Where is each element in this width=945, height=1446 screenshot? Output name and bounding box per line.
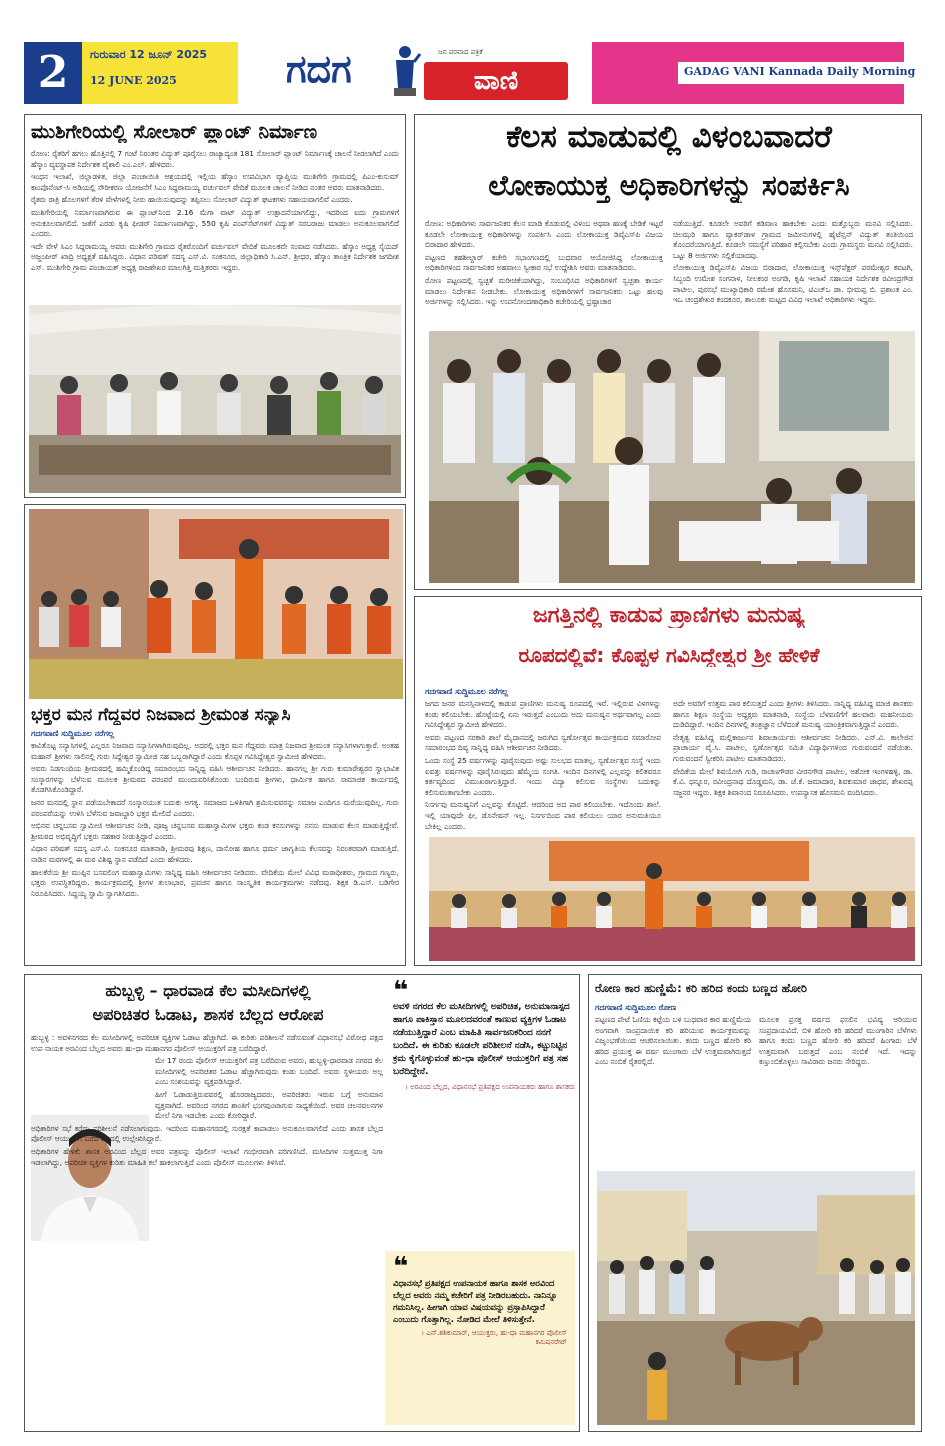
bellad-quote-text: ಅವಳಿ ನಗರದ ಕೆಲ ಮಸೀದಿಗಳಲ್ಲಿ ಅಪರಿಚಿತ, ಅನುಮಾನಾಸ್ಪದ ಹಾಗೂ ಪಾಕಿಸ್ತಾನ ಮೂಲದವರಂತೆ ಕಾಣುವ ವ್ಯಕ್ತಿಗಳ ಓಡಾಟ ನಡೆಯುತ್ತಿದ್ದಾರೆ ಎಂಬ ಮಾಹಿತಿ ಸಾರ್ವಜನಿಕರಿಂದ ನನಗೆ ಬಂದಿದೆ. ಈ ಕುರಿತು ಕೂಡಲೇ ಪರಿಶೀಲನೆ ನಡೆಸಿ, ಕಟ್ಟುನಿಟ್ಟಿನ ಕ್ರಮ ಕೈಗೊಳ್ಳುವಂತೆ ಹು-ಧಾ ಪೊಲೀಸ್ ಆಯುಕ್ತರಿಗೆ ಪತ್ರ ಸಹ ಬರೆದಿದ್ದೇನೆ. bbox=[393, 1002, 570, 1077]
sanyasi-para: ಕಾವಿತೊಟ್ಟ ಸನ್ಯಾಸಿಗಳಲ್ಲಿ ಎಲ್ಲರೂ ನಿಜವಾದ ಸನ್ಯಾಸಿಗಳಾಗಿರುವುದಿಲ್ಲ. ಅದರಲ್ಲಿ ಭಕ್ತರ ಮನ ಗೆದ್ದವರು ಮಾತ್ರ ನಿಜವಾದ ಶ್ರೀಮಂತ ಸನ್ಯಾಸಿಗಳಾಗುತ್ತಾರೆ. ಅಂತಹ ಮಹಾನ್ ಶ್ರೀಗಳು ಸಾಲಿನಲ್ಲಿ ಗುರು ಸಿದ್ದೇಶ್ವರ ಸ್ವಾಮೀಜಿ ಸಹ ಒಬ್ಬರಾಗಿದ್ದಾರೆ ಎಂದು ಕೊಪ್ಪಳ ಗವಿಸಿದ್ದೇಶ್ವರ ಸ್ವಾಮೀಜಿ ಹೇಳಿದರು. bbox=[31, 741, 399, 761]
bellad-quote-attribution: । ಅರವಿಂದ ಬೆಲ್ಲದ, ವಿಧಾನಸಭೆ ಪ್ರತಿಪಕ್ಷದ ಉಪನಾಯಕರು ಹಾಗೂ ಶಾಸಕರು bbox=[405, 1083, 575, 1091]
rona-fair-headline: ರೋಣ ಕಾರ ಹುಣ್ಣಿಮೆ: ಕರಿ ಹರಿದ ಕಂದು ಬಣ್ಣದ ಹೋರಿ bbox=[595, 981, 808, 995]
koppal-para: ವೇದಿಕೆಯ ಮೇಲೆ ಶಿವಯೋಗಿ ಗುಡಿ, ರಾಚಣಗೌಡರ ವೀರನಗೌಡ ಪಾಟೀಲ, ಅಶೋಕ ಇಂಗಳಹಳ್ಳಿ, ಡಾ. ಕೆ.ವಿ. ಧನ್ನೂರ, ರವೀಂದ್ರನಾಥ ದೊಡ್ಡಮನಿ, ಡಾ. ಜೆ.ಕೆ. ಜಮಾದಾರ, ಶಿವಕುಮಾರ ಜಾಧವ, ಶೇಖರಪ್ಪ ಸಜ್ಜನರ ಇದ್ದರು. ಶಿಕ್ಷಕ ಶಿವಾನಂದ ನಿರೂಪಿಸಿದರು. ಉಪನ್ಯಾಸಕ ಹೊಸಮನಿ ವಂದಿಸಿದರು. bbox=[673, 766, 913, 797]
newspaper-logo bbox=[238, 42, 592, 104]
date-kannada: ಗುರುವಾರ 12 ಜೂನ್ 2025 bbox=[90, 48, 208, 61]
sanyasi-para: ಅಭಿನವ ಚನ್ನಬಸವ ಸ್ವಾಮೀಜಿ ಆಶೀರ್ವಚನ ನೀಡಿ, ಪೂಜ್ಯ ಚನ್ನಬಸವ ಮಹಾಸ್ವಾಮಿಗಳ ಭಕ್ತರು ಕಂಡ ಕನಸುಗಳನ್ನು ನನಸು ಮಾಡುವ ಕೆಲಸ ಮಾಡುತ್ತಿದ್ದೇವೆ. ಶ್ರೀಮಠದ ಅಭಿವೃದ್ಧಿಗೆ ಭಕ್ತರು ಸಹಕಾರ ನೀಡುತ್ತಿದ್ದಾರೆ ಎಂದರು. bbox=[31, 821, 399, 841]
solar-headline: ಮುಶಿಗೇರಿಯಲ್ಲಿ ಸೋಲಾರ್ ಪ್ಲಾಂಟ್ ನಿರ್ಮಾಣ bbox=[31, 121, 318, 143]
sanyasi-headline: ಭಕ್ತರ ಮನ ಗೆದ್ದವರ ನಿಜವಾದ ಶ್ರೀಮಂತ ಸನ್ಯಾಸಿ bbox=[31, 705, 291, 725]
masthead bbox=[24, 42, 916, 104]
koppal-para: ನೇತೃತ್ವ ವಹಿಸಿದ್ದ ಮಲ್ಲಿಕಾರ್ಜುನ ಶಿವಾಚಾರ್ಯರು ಆಶೀರ್ವಚನ ನೀಡಿದರು. ಎಸ್.ವಿ. ಕಾಲೇಜಿನ ಪ್ರಾಚಾರ್ಯ ವೈ.ಸಿ. ಪಾಟೀಲ, ಸ್ವರ್ಣೋತ್ಸವ ಸಮಿತಿ ವಿದ್ಯಾರ್ಥಿಗಳಿಂದ ಗುರುವಂದನೆ ನಡೆಯಿತು. ಗುರುವಂದನೆ ಸ್ವೀಕರಿಸಿ ಪಾಟೀಲ ಮಾತನಾಡಿದರು. bbox=[673, 732, 913, 763]
date-block bbox=[82, 42, 238, 104]
lokayukta-headline-line1: ಕೆಲಸ ಮಾಡುವಲ್ಲಿ ವಿಳಂಬವಾದರೆ bbox=[506, 119, 832, 155]
koppal-headline-line1: ಜಗತ್ತಿನಲ್ಲಿ ಕಾಡುವ ಪ್ರಾಣಿಗಳು ಮನುಷ್ಯ bbox=[532, 603, 806, 628]
sanyasi-para: ಜನರ ಮನದಲ್ಲಿ ಸ್ಥಾನ ಪಡೆಯಬೇಕಾದರೆ ಸಂಸ್ಕಾರಯುತ ಬದುಕು ಅಗತ್ಯ. ಸಮಾಜದ ಒಳಿತಿಗಾಗಿ ಶ್ರಮಿಸುವವರನ್ನು ಸಮಾಜ ಎಂದಿಗೂ ಮರೆಯುವುದಿಲ್ಲ. ಗುರು ಪರಂಪರೆಯನ್ನು ಉಳಿಸಿ ಬೆಳೆಸುವ ಜವಾಬ್ದಾರಿ ಭಕ್ತರ ಮೇಲಿದೆ ಎಂದರು. bbox=[31, 797, 399, 818]
koppal-headline-line2: ರೂಪದಲ್ಲಿವೆ: ಕೊಪ್ಪಳ ಗವಿಸಿದ್ದೇಶ್ವರ ಶ್ರೀ ಹೇಳಿಕೆ bbox=[518, 643, 820, 667]
koppal-byline: ಗದಗವಾಣಿ ಸುದ್ದಿಮೂಲ ನರೆಗಲ್ಲ bbox=[425, 687, 509, 696]
koppal-para: ಅವರು ಪಟ್ಟಣದ ಸರಕಾರಿ ಶಾಲೆ ಮೈದಾನದಲ್ಲಿ ಜರುಗಿದ ಸ್ವರ್ಣೋತ್ಸವ ಕಾರ್ಯಕ್ರಮದ ಸಮಾರೋಪ ಸಮಾರಂಭದ ದಿವ್ಯ ಸಾನ್ನಿಧ್ಯ ವಹಿಸಿ ಆಶೀರ್ವಚನ ನೀಡಿದರು. bbox=[425, 732, 661, 753]
article-sanyasi bbox=[24, 504, 406, 966]
lokayukta-para: ಪಟ್ಟಣದ ತಹಶೀಲ್ದಾರ್ ಕಚೇರಿ ಸಭಾಂಗಣದಲ್ಲಿ ಬುಧವಾರ ಆಯೋಜಿಸಿದ್ದ ಲೋಕಾಯುಕ್ತ ಅಧಿಕಾರಿಗಳಿಂದ ಸಾರ್ವಜನಿಕರ ಅಹವಾಲು ಸ್ವೀಕಾರ ಸಭೆ ಉದ್ದೇಶಿಸಿ ಅವರು ಮಾತನಾಡಿದರು. bbox=[425, 252, 663, 273]
rona-fair-para: ಮೂಲಕ ಪ್ರಸಕ್ತ ವರ್ಷದ ಫಸಲಿನ ಭವಿಷ್ಯ ಅರಿಯುವ ಸಂಪ್ರದಾಯವಿದೆ. ಬಿಳಿ ಹೋರಿ ಕರಿ ಹರಿದರೆ ಮುಂಗಾರಿನ ಬೆಳೆಗಳು ಹಾಗೂ ಕಂದು ಬಣ್ಣದ ಹೋರಿ ಕರಿ ಹರಿದರೆ ಹಿಂಗಾರು ಬೆಳೆ ಉತ್ತಮವಾಗಿ ಬರುತ್ತದೆ ಎಂಬ ನಂಬಿಕೆ ಇದೆ. ಇದನ್ನು ಕಣ್ತುಂಬಿಕೊಳ್ಳಲು ಸಾವಿರಾರು ಜನರು ಸೇರಿದ್ದರು. bbox=[759, 1015, 917, 1067]
koppal-body-col1 bbox=[425, 699, 661, 833]
koppal-para: ಅದೇ ಅವರಿಗೆ ಉತ್ತಮ ಪಾಠ ಕಲಿಸುತ್ತದೆ ಎಂದು ಶ್ರೀಗಳು ತಿಳಿಸಿದರು. ಸಾನ್ನಿಧ್ಯ ವಹಿಸಿದ್ದ ಮಾಜಿ ಶಾಸಕರು ಹಾಗೂ ಶಿಕ್ಷಣ ಸಂಸ್ಥೆಯ ಅಧ್ಯಕ್ಷರು ಮಾತನಾಡಿ, ಸಂಸ್ಥೆಯ ಬೆಳವಣಿಗೆಗೆ ಹಲವಾರು ಮಹನೀಯರು ದುಡಿದಿದ್ದಾರೆ. ಇಂದಿನ ದಿನಗಳಲ್ಲಿ ತಂತ್ರಜ್ಞಾನ ಬೆಳೆದಂತೆ ಮನುಷ್ಯ ಯಾಂತ್ರಿಕವಾಗುತ್ತಿದ್ದಾನೆ ಎಂದರು. bbox=[673, 699, 913, 730]
solar-para: ಇಂಧನ ಇಲಾಖೆ, ಜಿಲ್ಲಾಡಳಿತ, ಜಿಲ್ಲಾ ಪಂಚಾಯಿತಿ ಆಶ್ರಯದಲ್ಲಿ ಇಲ್ಲಿಯ ಹೆಸ್ಕಾಂ ಉಪವಿಭಾಗ ವ್ಯಾಪ್ತಿಯ ಮುಶಿಗೇರಿ ಗ್ರಾಮದಲ್ಲಿ ಪಿಎಂ-ಕುಸುಮ್ ಕಾಂಪೊನೆಂಟ್-ಸಿ ಅಡಿಯಲ್ಲಿ ಸೌರೀಕರಣ ಯೋಜನೆಗೆ ಸಿಎಂ ಸಿದ್ದರಾಮಯ್ಯ ವರ್ಚುವಲ್ ವೇದಿಕೆ ಮೂಲಕ ಚಾಲನೆ ನೀಡಿದ ನಂತರ ಅವರು ಮಾತನಾಡಿದರು. bbox=[31, 172, 399, 192]
sanyasi-para: ವಿಧಾನ ಪರಿಷತ್ ಸದಸ್ಯ ಎಸ್.ವಿ. ಸಂಕನೂರ ಮಾತನಾಡಿ, ಶ್ರೀಮಠವು ಶಿಕ್ಷಣ, ದಾಸೋಹ ಹಾಗೂ ಧರ್ಮ ಜಾಗೃತಿಯ ಕೆಲಸವನ್ನು ನಿರಂತರವಾಗಿ ಮಾಡುತ್ತಿದೆ. ನಾಡಿನ ಮಠಗಳಲ್ಲಿ ಈ ಮಠ ವಿಶಿಷ್ಟ ಸ್ಥಾನ ಪಡೆದಿದೆ ಎಂದು ಹೇಳಿದರು. bbox=[31, 844, 399, 864]
solar-body bbox=[31, 149, 399, 299]
lokayukta-body-col2 bbox=[673, 219, 913, 329]
sanyasi-para: ಹಾಲಕೆರೆಯ ಶ್ರೀ ಮುಪ್ಪಿನ ಬಸವಲಿಂಗ ಮಹಾಸ್ವಾಮಿಗಳು ಸಾನ್ನಿಧ್ಯ ವಹಿಸಿ ಆಶೀರ್ವಚನ ನೀಡಿದರು. ವೇದಿಕೆಯ ಮೇಲೆ ವಿವಿಧ ಮಠಾಧೀಶರು, ಗ್ರಾಮದ ಗಣ್ಯರು, ಭಕ್ತರು ಉಪಸ್ಥಿತರಿದ್ದರು. ಕಾರ್ಯಕ್ರಮದಲ್ಲಿ ಶ್ರೀಗಳ ತುಲಾಭಾರ, ಪ್ರವಚನ ಹಾಗೂ ಸಾಂಸ್ಕೃತಿಕ ಕಾರ್ಯಕ್ರಮಗಳು ನಡೆದವು. ಶಿಕ್ಷಕ ಡಿ.ಎಸ್. ಬಡಿಗೇರ ನಿರೂಪಿಸಿದರು. ಸಿದ್ದಯ್ಯ ಸ್ವಾಮಿ ಸ್ವಾಗತಿಸಿದರು. bbox=[31, 867, 399, 898]
solar-para: ರೈತರು ರಾತ್ರಿ ಹೊಲಗಳಿಗೆ ತೆರಳಿ ವೇಳೆಗಳಲ್ಲಿ ನೀರು ಹಾಯಿಸುವುದನ್ನು ತಪ್ಪಿಸಲು ಸೋಲಾರ್ ವಿದ್ಯುತ್ ಘಟಕಗಳು ಸಹಾಯವಾಗಲಿವೆ ಎಂದರು. bbox=[31, 195, 353, 205]
quote-mark-icon: ❝ bbox=[393, 1252, 409, 1282]
rona-fair-para: ಪಟ್ಟಣದ ಪೇಟೆ ಓಣಿಯ ಕಟ್ಟೆಯ ಬಳಿ ಬುಧವಾರ ಕಾರ ಹುಣ್ಣಿಮೆಯ ಅಂಗವಾಗಿ ಸಾಂಪ್ರದಾಯಿಕ ಕರಿ ಹರಿಯುವ ಕಾರ್ಯಕ್ರಮವನ್ನು ವಿಜೃಂಭಣೆಯಿಂದ ಆಚರಿಸಲಾಯಿತು. ಕಂದು ಬಣ್ಣದ ಹೋರಿ ಕರಿ ಹರಿದ ಪ್ರಯುಕ್ತ ಈ ವರ್ಷ ಮುಂಗಾರು ಬೆಳೆ ಉತ್ತಮವಾಗಿರುತ್ತದೆ ಎಂಬ ನಂಬಿಕೆ ರೈತರಲ್ಲಿದೆ. bbox=[595, 1015, 751, 1067]
hubballi-para: ಅಧಿಕಾರಿಗಳ ಸಭೆ ಕರೆದು ಪರಿಶೀಲನೆ ನಡೆಸಲಾಗುವುದು. ಇದರಿಂದ ಮಹಾನಗರದಲ್ಲಿ ಸುರಕ್ಷತೆ ಕಾಪಾಡಲು ಅನುಕೂಲವಾಗಲಿದೆ ಎಂದು ಶಾಸಕ ಬೆಲ್ಲದ ಪೊಲೀಸ್ ಆಯುಕ್ತರಿಗೆ ಬರೆದ ಪತ್ರದಲ್ಲಿ ಉಲ್ಲೇಖಿಸಿದ್ದಾರೆ. bbox=[31, 1123, 383, 1144]
koppal-body-col2 bbox=[673, 699, 913, 833]
article-rona-fair bbox=[588, 974, 922, 1432]
hubballi-headline-line1: ಹುಬ್ಬಳ್ಳಿ – ಧಾರವಾಡ ಕೆಲ ಮಸೀದಿಗಳಲ್ಲಿ bbox=[105, 981, 311, 1000]
rona-fair-bull-photo bbox=[597, 1171, 915, 1425]
koppal-para: ಜಗದ ಜನರ ಮನಸ್ಸಿನಾಳದಲ್ಲಿ ಕಾಡುವ ಪ್ರಾಣಿಗಳು ಮನುಷ್ಯ ರೂಪದಲ್ಲಿ ಇವೆ. ಇಲ್ಲಿರುವ ವಿಳಗಳನ್ನು ಕಂಡು ಕಲಿಯಬೇಕು. ಹೊಟ್ಟೆಯಲ್ಲಿ ಏನು ಇರುತ್ತದೆ ಎಂಬುದು ಅದು ಮನುಷ್ಯನ ಅರ್ಥವಾಗಲ್ಲ ಎಂದು ಗವಿಸಿದ್ದೇಶ್ವರ ಸ್ವಾಮೀಜಿ ಹೇಳಿದರು. bbox=[425, 699, 661, 730]
sanyasi-body bbox=[31, 741, 399, 961]
lokayukta-body-col1 bbox=[425, 219, 663, 329]
sanyasi-byline: ಗದಗವಾಣಿ ಸುದ್ದಿಮೂಲ ನರೆಗಲ್ಲ bbox=[31, 729, 115, 738]
article-hubballi bbox=[24, 974, 580, 1432]
bellad-quote bbox=[393, 976, 575, 1241]
logo-vani-text: ವಾಣಿ bbox=[424, 62, 568, 100]
lokayukta-para: ರೋಣ ಪಟ್ಟಣದಲ್ಲಿ ಸ್ವಚ್ಛತೆ ಮರೀಚಿಕೆಯಾಗಿದ್ದು, ಸಂಬಂಧಿಸಿದ ಅಧಿಕಾರಿಗಳಿಗೆ ಸ್ವಚ್ಛತಾ ಕಾರ್ಯ ಮಾಡಲು ನಿರ್ದೇಶನ ನೀಡಬೇಕು. ಲೋಕಾಯುಕ್ತ ಅಧಿಕಾರಿಗಳಿಗೆ ಸಾರ್ವಜನಿಕರು ಒಟ್ಟು ಹಲವು ಅರ್ಜಿಗಳನ್ನು ಸಲ್ಲಿಸಿದರು. ಇನ್ನು ಉಪನೋಂದಣಾಧಿಕಾರಿ ಕಚೇರಿಯಲ್ಲಿ ಭ್ರಷ್ಟಾಚಾರ bbox=[425, 275, 663, 307]
lokayukta-para: ಲೋಕಾಯುಕ್ತ ಡಿವೈಎಸ್‌ಪಿ ವಿಜಯ ಬಿರಾದಾರ, ಲೋಕಾಯುಕ್ತ ಇನ್ಸ್‌ಪೆಕ್ಟರ್ ಪರಮೇಶ್ವರ ಕವಟಗಿ, ಸಿಬ್ಬಂದಿ ಉಮೇಶ ಸಂಗನಾಳ, ನೀಲಕಂಠ ಅಂಗಡಿ, ಕೃಷಿ ಇಲಾಖೆ ಸಹಾಯಕ ನಿರ್ದೇಶಕ ರವೀಂದ್ರಗೌಡ ಪಾಟೀಲ, ಪುರಸಭೆ ಮುಖ್ಯಾಧಿಕಾರಿ ರಮೇಶ ಹೊಸಮನಿ, ಟಿಎಚ್‌ಒ ಡಾ. ಭೀಮಪ್ಪ ಬಿ. ಪ್ರಶಾಂತ ಎಂ. ಇಒ ಚಂದ್ರಶೇಖರ ಕಂದಕೂರ, ತಾಲೂಕು ಮಟ್ಟದ ವಿವಿಧ ಇಲಾಖೆ ಅಧಿಕಾರಿಗಳು ಇದ್ದರು. bbox=[673, 263, 913, 305]
rona-fair-body-col2 bbox=[759, 1015, 917, 1157]
hubballi-para: ಹೀಗೆ ಓಡಾಡುತ್ತಿರುವವರಲ್ಲಿ ಹೊರರಾಜ್ಯದವರು, ಅಪರಿಚಿತರು ಇರುವ ಬಗ್ಗೆ ಅನುಮಾನ ವ್ಯಕ್ತವಾಗಿದೆ. ಅವರಿಂದ ನಗರದ ಶಾಂತಿಗೆ ಭಂಗವುಂಟಾಗುವ ಸಾಧ್ಯತೆಯಿದೆ. ಅವರ ಚಲನವಲನಗಳ ಮೇಲೆ ನಿಗಾ ಇಡಬೇಕು ಎಂದು ಕೋರಿದ್ದಾರೆ. bbox=[155, 1089, 383, 1121]
koppal-para: ನಿಸರ್ಗವು ಮನುಷ್ಯನಿಗೆ ಎಲ್ಲವನ್ನು ಕೊಟ್ಟಿದೆ. ಆದರಿಂದ ಅದ ಪಾಠ ಕಲಿಯಬೇಕು. ಇದೊಂದು ಶಾಲೆ. ಇಲ್ಲಿ ಯಾವುದೇ ಫೀ, ಡೊನೇಷನ್ ಇಲ್ಲ. ನಿಸರ್ಗದಿಂದ ಪಾಠ ಕಲಿಯಲು ಯಾರ ಅನುಮತಿಯೂ ಬೇಕಿಲ್ಲ ಎಂದರು. bbox=[425, 800, 661, 831]
solar-para: ಮುಶಿಗೇರಿಯಲ್ಲಿ ನಿರ್ಮಾಣವಾಗಿರುವ ಈ ಪ್ಲಾಂಟ್‌ನಿಂದ 2.16 ಮೆಗಾ ವಾಟ್ ವಿದ್ಯುತ್ ಉತ್ಪಾದನೆಯಾಗಲಿದ್ದು, ಇದರಿಂದ ಐದು ಗ್ರಾಮಗಳಿಗೆ ಅನುಕೂಲವಾಗಲಿದೆ. ಜತೆಗೆ ಎರಡು ಕೃಷಿ ಫೀಡರ್ ನಿರ್ಮಾಣವಾಗಿದ್ದು, 550 ಕೃಷಿ ಪಂಪ್‌ಸೆಟ್‌ಗಳಿಗೆ ವಿದ್ಯುತ್ ಸರಬರಾಜು ಮಾಡಲು ಅನುಕೂಲವಾಗಲಿದೆ ಎಂದರು. bbox=[31, 207, 399, 239]
commissioner-quote-attribution: । ಎನ್.ಶಶಿಕುಮಾರ್, ಆಯುಕ್ತರು, ಹು-ಧಾ ಮಹಾನಗರ ಪೊಲೀಸ್ ಕಮಿಷನರೇಟ್ bbox=[421, 1329, 567, 1346]
solar-event-photo bbox=[29, 305, 401, 493]
quote-mark-icon: ❝ bbox=[393, 976, 409, 1006]
rona-fair-byline: ಗದಗವಾಣಿ ಸುದ್ದಿಮೂಲ ರೋಣ bbox=[595, 1003, 677, 1012]
hubballi-headline-line2: ಅಪರಿಚಿತರ ಓಡಾಟ, ಶಾಸಕ ಬೆಲ್ಲದ ಆರೋಪ bbox=[92, 1005, 324, 1024]
hubballi-body bbox=[31, 1033, 383, 1427]
koppal-para: ಒಂದು ಸಂಸ್ಥೆ 25 ವರ್ಷಗಳನ್ನು ಪೂರೈಸುವುದು ಅಷ್ಟು ಸುಲಭದ ಮಾತಲ್ಲ. ಸ್ವರ್ಣೋತ್ಸವ ಸಂಸ್ಥೆ ಇಂದು ಐವತ್ತು ವರ್ಷಗಳನ್ನು ಪೂರೈಸಿರುವುದು ಹೆಮ್ಮೆಯ ಸಂಗತಿ. ಇಂದಿನ ದಿನಗಳಲ್ಲಿ ಎಲ್ಲವನ್ನು ಕಲಿತವರೂ ಕರ್ತವ್ಯದಿಂದ ವಿಮುಖರಾಗುತ್ತಿದ್ದಾರೆ. ಇಂದು ವಿದ್ಯಾ ಕಲಿಸುವ ಸಂಸ್ಥೆಗಳು ಬದುಕನ್ನು ಕಲಿಸುವಂತಾಗಬೇಕು ಎಂದರು. bbox=[425, 755, 661, 797]
hubballi-para: ಅಧಿಕಾರಿಗಳ ಹೇಳಿಕೆ: ಶಾಸಕ ಅರವಿಂದ ಬೆಲ್ಲದ ಅವರ ಪತ್ರವನ್ನು ಪೊಲೀಸ್ ಇಲಾಖೆ ಗಂಭೀರವಾಗಿ ಪರಿಗಣಿಸಿದೆ. ಮಸೀದಿಗಳ ಸುತ್ತಮುತ್ತ ನಿಗಾ ಇಡಲಾಗಿದ್ದು, ಅಪರಿಚಿತ ವ್ಯಕ್ತಿಗಳ ಕುರಿತು ಮಾಹಿತಿ ಕಲೆ ಹಾಕಲಾಗುತ್ತಿದೆ ಎಂದು ಪೊಲೀಸ್ ಮೂಲಗಳು ತಿಳಿಸಿವೆ. bbox=[31, 1146, 383, 1167]
solar-para: ಇದೇ ವೇಳೆ ಸಿಎಂ ಸಿದ್ದರಾಮಯ್ಯ ಅವರು ಮುಶಿಗೇರಿ ಗ್ರಾಮದ ರೈತರೊಂದಿಗೆ ವರ್ಚುವಲ್ ವೇದಿಕೆ ಮೂಲಕವೇ ಸಂವಾದ ನಡೆಸಿದರು. ಹೆಸ್ಕಾಂ ಅಧ್ಯಕ್ಷ ಸೈಯದ್ ಅಜ್ಜಂಪೀರ್ ಖಾದ್ರಿ ಅಧ್ಯಕ್ಷತೆ ವಹಿಸಿದ್ದರು. ವಿಧಾನ ಪರಿಷತ್ ಸದಸ್ಯ ಎಸ್.ವಿ. ಸಂಕನೂರ, ಜಿಲ್ಲಾಧಿಕಾರಿ ಸಿ.ಎನ್. ಶ್ರೀಧರ, ಹೆಸ್ಕಾಂ ತಾಂತ್ರಿಕ ನಿರ್ದೇಶಕ ಜಗದೀಶ ಎಸ್. ಮುಶಿಗೇರಿ ಗ್ರಾಮ ಪಂಚಾಯತ್ ಅಧ್ಯಕ್ಷ ರಾಜಶೇಖರ ಮಾಲಗಿತ್ತಿ ಮತ್ತಿತರರು ಇದ್ದರು. bbox=[31, 241, 399, 272]
sanyasi-stage-photo bbox=[29, 509, 403, 699]
logo-ga-text: ಗದಗ bbox=[286, 46, 352, 91]
commissioner-quote-text: ವಿಧಾನಸಭೆ ಪ್ರತಿಪಕ್ಷದ ಉಪನಾಯಕ ಹಾಗೂ ಶಾಸಕ ಅರವಿಂದ ಬೆಲ್ಲದ ಅವರು ನಮ್ಮ ಕಚೇರಿಗೆ ಪತ್ರ ನೀಡಿರಬಹುದು. ನಾನಿನ್ನೂ ಗಮನಿಸಿಲ್ಲ. ಹೀಗಾಗಿ ಯಾವ ವಿಷಯವನ್ನು ಪ್ರಸ್ತಾಪಿಸಿದ್ದಾರೆ ಎಂಬುದು ಗೊತ್ತಾಗಿಲ್ಲ. ನೋಡಿದ ಮೇಲೆ ತಿಳಿಸುತ್ತೇನೆ. bbox=[393, 1278, 558, 1324]
masthead-right-panel bbox=[592, 42, 916, 104]
article-solar bbox=[24, 114, 406, 498]
commissioner-quote bbox=[385, 1251, 575, 1425]
logo-tagline: ಜನ ಪರವಾದ ಪತ್ರಿಕೆ bbox=[438, 48, 483, 56]
lokayukta-meeting-photo bbox=[429, 331, 915, 583]
lokayukta-headline-line2: ಲೋಕಾಯುಕ್ತ ಅಧಿಕಾರಿಗಳನ್ನು ಸಂಪರ್ಕಿಸಿ bbox=[488, 169, 850, 202]
article-koppal bbox=[414, 596, 922, 966]
lokayukta-para: ರೋಣ: ಅಧಿಕಾರಿಗಳು ಸಾರ್ವಜನಿಕರ ಕೆಲಸ ಮಾಡಿ ಕೊಡುವಲ್ಲಿ ವಿಳಂಬ ಅಥವಾ ಹಣಕ್ಕೆ ಬೇಡಿಕೆ ಇಟ್ಟರೆ ಕೂಡಲೇ ಲೋಕಾಯುಕ್ತ ಅಧಿಕಾರಿಗಳನ್ನು ಸಂಪರ್ಕಿಸಿ ಎಂದು ಲೋಕಾಯುಕ್ತ ಡಿವೈಎಸ್‌ಪಿ ವಿಜಯ ಬಿರಾದಾರ ಹೇಳಿದರು. bbox=[425, 219, 663, 250]
page-number: 2 bbox=[24, 42, 82, 104]
statue-icon bbox=[388, 44, 422, 100]
paper-name: GADAG VANI Kannada Daily Morning bbox=[684, 65, 916, 78]
lokayukta-para: ನಡೆಯುತ್ತಿದೆ. ಕೂಡಲೇ ಅವರಿಗೆ ಕಡಿವಾಣ ಹಾಕಬೇಕು ಎಂದು ಮತ್ತೊಬ್ಬರು ಮನವಿ ಸಲ್ಲಿಸಿದರು. ಚಿಲಝರಿ ಹಾಗೂ ವ್ಯಾಕರ್‌ಡಾಳ ಗ್ರಾಮದ ಜಮೀನುಗಳಲ್ಲಿ ಹೈಟೆನ್ಷನ್ ವಿದ್ಯುತ್ ತಂತಿಯಿಂದ ತೊಂದರೆಯಾಗುತ್ತಿದೆ. ಕೂಡಲೇ ಸಮಸ್ಯೆಗೆ ಪರಿಹಾರ ಕಲ್ಪಿಸಬೇಕು ಎಂದು ಗ್ರಾಮಸ್ಥರು ಮನವಿ ಸಲ್ಲಿಸಿದರು. ಒಟ್ಟು 8 ಅರ್ಜಿಗಳು ಸಲ್ಲಿಕೆಯಾದವು. bbox=[673, 219, 913, 260]
date-english: 12 JUNE 2025 bbox=[90, 74, 177, 87]
sanyasi-para: ಅವರು ನಿಡಗುಂದಿಯ ಶ್ರೀಮಠದಲ್ಲಿ ಹಮ್ಮಿಕೊಂಡಿದ್ದ ಸಮಾರಂಭದ ಸಾನ್ನಿಧ್ಯ ವಹಿಸಿ ಆಶೀರ್ವಚನ ನೀಡಿದರು. ಹಾನಗಲ್ಲ ಶ್ರೀ ಗುರು ಕುಮಾರೇಶ್ವರರ ಸ್ವಾಭಾವಿಕ ಸಂಸ್ಕಾರಗಳನ್ನು ಬೆಳೆಸುವ ಮೂಲಕ ಶ್ರೀಮಠದ ಪರಂಪರೆ ಮುಂದುವರಿಸಿಕೊಂಡು ಬಂದಿರುವ ಶ್ರೀಗಳು, ಧಾರ್ಮಿಕ ಹಾಗೂ ಸಾಮಾಜಿಕ ಕಾರ್ಯದಲ್ಲಿ ತೊಡಗಿಸಿಕೊಂಡಿದ್ದಾರೆ. bbox=[31, 764, 399, 795]
article-lokayukta bbox=[414, 114, 922, 590]
solar-para: ರೋಣ: ರೈತರಿಗೆ ಹಗಲು ಹೊತ್ತಿನಲ್ಲಿ 7 ಗಂಟೆ ನಿರಂತರ ವಿದ್ಯುತ್ ಪೂರೈಸಲು ರಾಜ್ಯಾದ್ಯಂತ 181 ಸೋಲಾರ್ ಪ್ಲಾಂಟ್ ನಿರ್ಮಾಣಕ್ಕೆ ಚಾಲನೆ ನೀಡಲಾಗಿದೆ ಎಂದು ಹೆಸ್ಕಾಂ ವ್ಯವಸ್ಥಾಪಕ ನಿರ್ದೇಶಕ ವೈಶಾಲಿ ಎಂ.ಎಲ್. ಹೇಳಿದರು. bbox=[31, 149, 399, 169]
hubballi-para: ಮೇ 17 ರಂದು ಪೊಲೀಸ್ ಆಯುಕ್ತರಿಗೆ ಪತ್ರ ಬರೆದಿರುವ ಅವರು, ಹುಬ್ಬಳ್ಳಿ-ಧಾರವಾಡ ನಗರದ ಕೆಲ ಮಸೀದಿಗಳಲ್ಲಿ ಅಪರಿಚಿತರ ಓಡಾಟ ಹೆಚ್ಚಾಗಿರುವುದು ಕಂಡು ಬಂದಿದೆ. ಅವರು ಸ್ಥಳೀಯರು ಅಲ್ಲ ಎಂಬ ಸಂಶಯವನ್ನು ವ್ಯಕ್ತಪಡಿಸಿದ್ದಾರೆ. bbox=[155, 1056, 383, 1087]
koppal-stage-photo bbox=[429, 837, 915, 961]
hubballi-para: ಹುಬ್ಬಳ್ಳಿ : ಅವಳಿನಗರದ ಕೆಲ ಮಸೀದಿಗಳಲ್ಲಿ ಅಪರಿಚಿತ ವ್ಯಕ್ತಿಗಳ ಓಡಾಟ ಹೆಚ್ಚಾಗಿದೆ. ಈ ಕುರಿತು ಪರಿಶೀಲನೆ ನಡೆಸುವಂತೆ ವಿಧಾನಸಭೆ ವಿರೋಧ ಪಕ್ಷದ ಉಪ ನಾಯಕ ಅರವಿಂದ ಬೆಲ್ಲದ ಅವರು ಹು-ಧಾ ಮಹಾನಗರ ಪೊಲೀಸ್ ಆಯುಕ್ತರಿಗೆ ಪತ್ರ ಬರೆದಿದ್ದಾರೆ. bbox=[31, 1033, 383, 1053]
rona-fair-body-col1 bbox=[595, 1015, 751, 1157]
